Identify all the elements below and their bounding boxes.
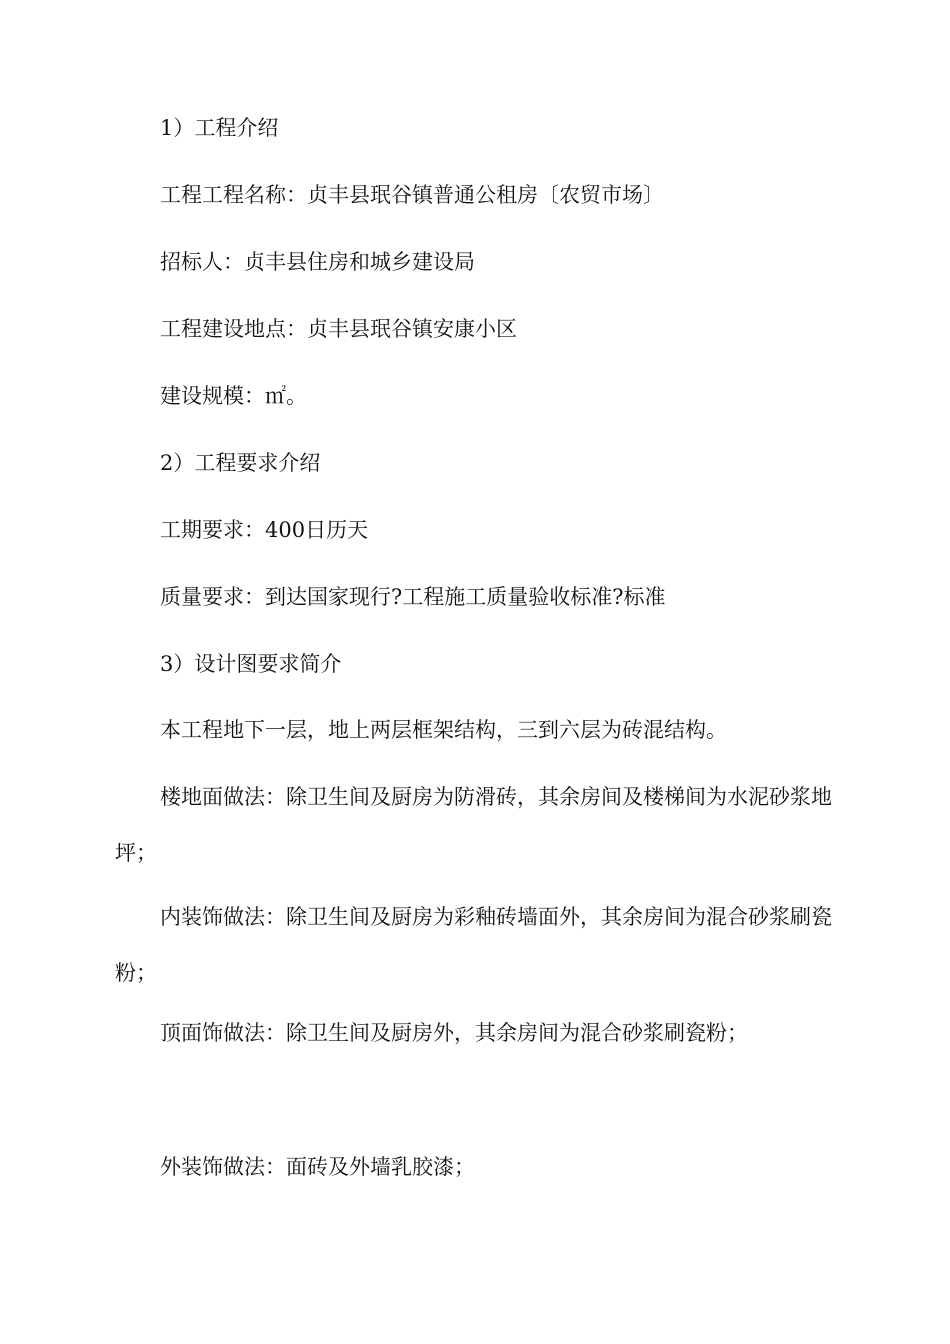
exterior-finish-line: 外装饰做法：面砖及外墙乳胶漆； bbox=[160, 1155, 475, 1179]
section-heading-requirements: 2）工程要求介绍 bbox=[160, 451, 321, 475]
duration-requirement-line: 工期要求：400日历天 bbox=[160, 518, 369, 542]
project-name-line: 工程工程名称：贞丰县珉谷镇普通公租房〔农贸市场〕 bbox=[160, 183, 664, 207]
floor-finish-paragraph: 楼地面做法：除卫生间及厨房为防滑砖，其余房间及楼梯间为水泥砂浆地坪； bbox=[115, 785, 832, 865]
quality-requirement-line: 质量要求：到达国家现行?工程施工质量验收标准?标准 bbox=[160, 585, 666, 609]
section-heading-design: 3）设计图要求简介 bbox=[160, 652, 342, 676]
section-heading-project-intro: 1）工程介绍 bbox=[160, 116, 279, 140]
construction-scale-line: 建设规模：㎡。 bbox=[160, 384, 307, 408]
interior-finish-paragraph: 内装饰做法：除卫生间及厨房为彩釉砖墙面外，其余房间为混合砂浆刷瓷粉； bbox=[115, 905, 832, 985]
ceiling-finish-line: 顶面饰做法：除卫生间及厨房外，其余房间为混合砂浆刷瓷粉； bbox=[160, 1021, 748, 1045]
structure-description-line: 本工程地下一层，地上两层框架结构，三到六层为砖混结构。 bbox=[160, 718, 727, 742]
construction-site-line: 工程建设地点：贞丰县珉谷镇安康小区 bbox=[160, 317, 517, 341]
tenderer-line: 招标人：贞丰县住房和城乡建设局 bbox=[160, 250, 475, 274]
